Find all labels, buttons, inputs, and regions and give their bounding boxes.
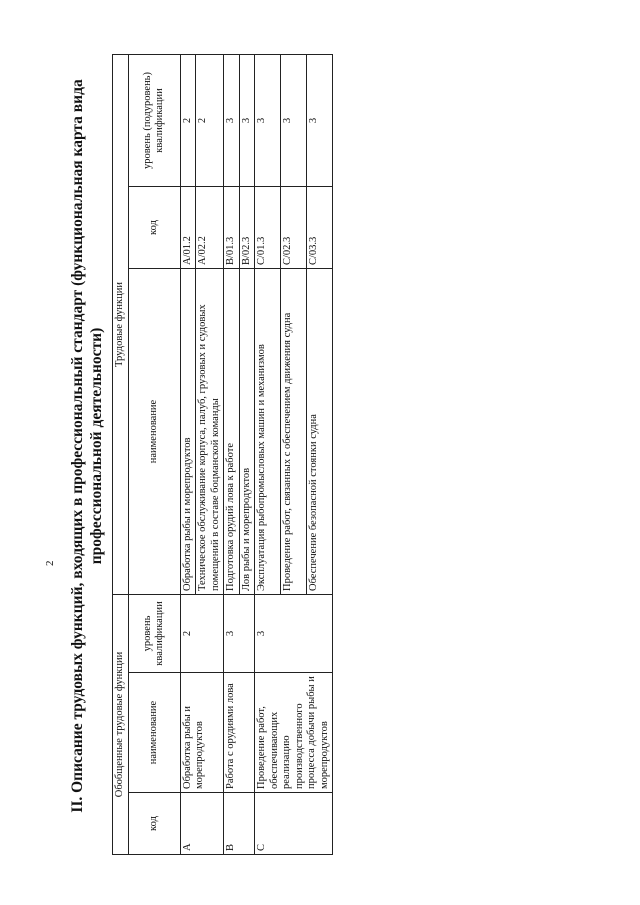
page-number: 2 xyxy=(44,560,56,566)
group-level: 3 xyxy=(224,595,255,673)
function-name: Подготовка орудий лова к работе xyxy=(224,269,240,595)
group-name: Работа с орудиями лова xyxy=(224,673,255,793)
function-code: B/02.3 xyxy=(239,187,255,269)
table-row xyxy=(180,54,196,854)
function-code: B/01.3 xyxy=(224,187,240,269)
section-title xyxy=(68,56,106,836)
function-code: A/02.2 xyxy=(196,187,224,269)
function-name: Обработка рыбы и морепродуктов xyxy=(180,269,196,595)
header-group-name: наименование xyxy=(128,673,180,793)
section-title-line-1: II. Описание трудовых функций, входящих в профессиональный стандарт (функциональная карта вида xyxy=(69,79,86,813)
function-code: C/02.3 xyxy=(281,187,307,269)
group-name: Проведение работ, обеспечивающих реализацию производственного процесса добычи рыбы и морепродуктов xyxy=(255,673,333,793)
group-level: 3 xyxy=(255,595,333,673)
group-level: 2 xyxy=(180,595,224,673)
function-name: Проведение работ, связанных с обеспечением движения судна xyxy=(281,269,307,595)
function-level: 3 xyxy=(255,54,281,186)
header-group-code: код xyxy=(128,793,180,855)
function-name: Техническое обслуживание корпуса, палуб, грузовых и судовых помещений в составе боцманской команды xyxy=(196,269,224,595)
section-title-line-2: профессиональной деятельности) xyxy=(88,327,105,565)
group-code: A xyxy=(180,793,224,855)
header-function-qualification-level: уровень (подуровень) квалификации xyxy=(128,54,180,186)
function-level: 3 xyxy=(281,54,307,186)
group-code: C xyxy=(255,793,333,855)
header-labor-functions: Трудовые функции xyxy=(113,54,129,594)
table-row xyxy=(255,54,281,854)
function-code: A/01.2 xyxy=(180,187,196,269)
function-level: 3 xyxy=(307,54,333,186)
header-row-columns xyxy=(128,54,180,854)
table-row xyxy=(224,54,240,854)
header-generalized-functions: Обобщенные трудовые функции xyxy=(113,595,129,855)
function-name: Лов рыбы и морепродуктов xyxy=(239,269,255,595)
group-name: Обработка рыбы и морепродуктов xyxy=(180,673,224,793)
functional-map-table xyxy=(112,54,333,855)
function-name: Эксплуатация рыбопромысловых машин и механизмов xyxy=(255,269,281,595)
functional-map-table-container xyxy=(112,55,352,855)
function-code: C/01.3 xyxy=(255,187,281,269)
function-level: 2 xyxy=(180,54,196,186)
header-function-code: код xyxy=(128,187,180,269)
function-level: 2 xyxy=(196,54,224,186)
group-code: B xyxy=(224,793,255,855)
function-name: Обеспечение безопасной стоянки судна xyxy=(307,269,333,595)
header-group-qualification-level: уровень квалификации xyxy=(128,595,180,673)
function-level: 3 xyxy=(239,54,255,186)
function-level: 3 xyxy=(224,54,240,186)
header-row-top xyxy=(113,54,129,854)
function-code: C/03.3 xyxy=(307,187,333,269)
header-function-name: наименование xyxy=(128,269,180,595)
